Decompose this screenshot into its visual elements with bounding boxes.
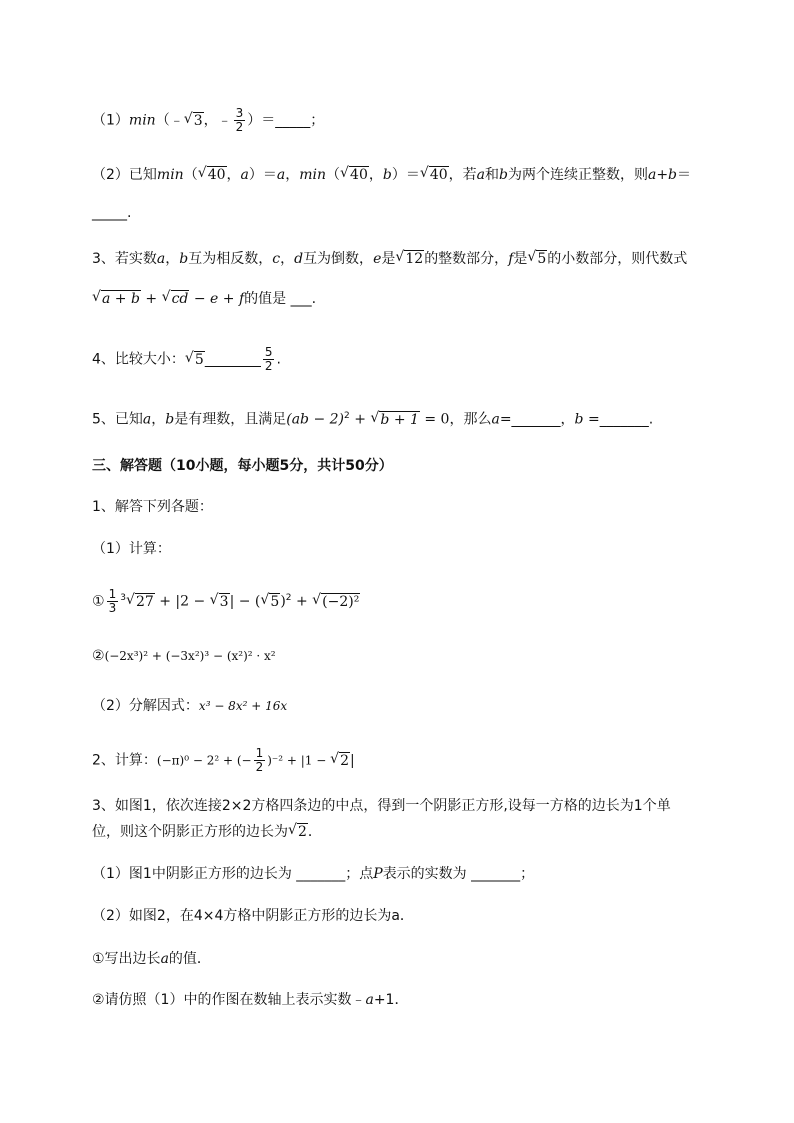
sqrt-5 — [528, 249, 547, 269]
text: ，那么 — [449, 411, 492, 428]
exponent: 2 — [344, 411, 350, 421]
radicand: 2 — [298, 824, 307, 840]
sum-expr: a+b — [647, 167, 678, 183]
s3-c1 — [92, 949, 211, 969]
text: 为两个连续正整数，则 — [507, 167, 648, 183]
q4-line — [92, 346, 281, 373]
sqrt-a-plus-b — [93, 289, 141, 309]
min-function: min — [299, 167, 327, 183]
var-f: f — [508, 251, 514, 267]
var-b: b — [574, 411, 584, 428]
plus: + — [291, 593, 313, 610]
var-a: a — [365, 992, 374, 1008]
q3-line2 — [92, 289, 316, 309]
s1-part1: （1）计算： — [92, 541, 171, 557]
expr: x³ − 8x² + 16x — [198, 699, 288, 713]
fraction-5-2 — [263, 346, 275, 373]
frac-num: 1 — [108, 587, 117, 602]
var-a: a — [276, 167, 286, 183]
text: （2）分解因式： — [92, 698, 199, 714]
text: 互为倒数， — [303, 251, 374, 267]
radicand: a + b — [102, 291, 140, 307]
sqrt-40 — [421, 165, 449, 185]
s3-line1: 3、如图1，依次连接2×2方格四条边的中点，得到一个阴影正方形,设每一方格的边长为1个单 — [92, 798, 671, 814]
text: 互为相反数， — [188, 251, 273, 267]
q3-line1 — [92, 249, 687, 269]
paren-close: ）＝ — [248, 167, 277, 183]
radicand: 3 — [219, 593, 229, 610]
frac-den: 2 — [255, 760, 264, 774]
separator: ，﹣ — [203, 112, 232, 129]
frac-den: 2 — [235, 120, 244, 134]
frac-num: 3 — [235, 106, 244, 120]
root-index: 3 — [120, 593, 126, 603]
radicand: (−2)² — [322, 593, 360, 610]
plus: + — [349, 411, 371, 428]
sqrt-40 — [341, 165, 369, 185]
sqrt-neg2-squared — [313, 592, 360, 612]
text: （1）图1中阴影正方形的边长为 _______；点 — [92, 866, 374, 882]
q2-part1-prefix: （1） — [92, 112, 129, 129]
sqrt-5 — [186, 350, 205, 370]
text: ②请仿照（1）中的作图在数轴上表示实数﹣ — [92, 992, 366, 1008]
q3-prefix: 3、若实数 — [92, 251, 157, 267]
var-a: a — [156, 251, 166, 267]
radicand: 12 — [405, 251, 424, 267]
text: ①写出边长 — [92, 951, 161, 967]
s1-part2 — [92, 696, 287, 716]
text: 是 — [381, 251, 396, 267]
var-p: P — [373, 866, 383, 882]
text: 位，则这个阴影正方形的边长为 — [92, 824, 288, 840]
sqrt-cd — [163, 289, 190, 309]
var-d: d — [294, 251, 304, 267]
fraction-1-2 — [254, 747, 266, 774]
radicand: 5 — [537, 251, 547, 267]
expr: (−π)⁰ − 2² + (− — [156, 753, 252, 768]
paren-close: ）＝ — [391, 167, 420, 183]
radicand: 3 — [193, 112, 203, 129]
text: 的值． — [168, 951, 211, 967]
q2-part2-line — [92, 165, 691, 185]
sqrt-3 — [211, 592, 230, 612]
paren-open: （﹣ — [155, 112, 184, 129]
radicand: 2 — [340, 752, 350, 769]
var-b: b — [165, 411, 175, 428]
var-b: b — [179, 251, 189, 267]
expr: ) — [280, 593, 286, 610]
text: 的值是 ___. — [244, 291, 317, 307]
radicand: cd — [171, 291, 189, 307]
expr: | — [350, 752, 355, 769]
s3-line2 — [92, 822, 322, 842]
s1-title: 1、解答下列各题： — [92, 499, 213, 515]
var-c: c — [272, 251, 281, 267]
section-heading: 三、解答题（10小题，每小题5分，共计50分） — [92, 458, 393, 474]
answer-blank: ________ — [204, 351, 261, 368]
fraction-3-2 — [234, 107, 246, 134]
sqrt-5 — [261, 592, 280, 612]
frac-num: 5 — [264, 345, 273, 359]
expr: (ab − 2) — [286, 411, 345, 428]
var-a: a — [160, 951, 169, 967]
separator: ， — [368, 167, 383, 183]
radicand: 27 — [135, 593, 154, 610]
var-a: a — [491, 411, 500, 428]
s1-expr1 — [92, 588, 360, 615]
plus: + — [140, 291, 162, 307]
q5-prefix: 5、已知 — [92, 411, 143, 428]
text: 的整数部分， — [424, 251, 509, 267]
q2-part2-line2 — [92, 203, 131, 223]
radicand: b + 1 — [380, 411, 419, 428]
circled-number: ① — [92, 593, 105, 610]
radicand: 5 — [270, 593, 280, 610]
comma: ， — [280, 251, 295, 267]
paren-open: （ — [326, 167, 341, 183]
sqrt-12 — [396, 249, 424, 269]
sqrt-b-plus-1 — [371, 410, 420, 430]
circled-number: ② — [92, 648, 105, 664]
answer-blank: _____. — [92, 205, 132, 221]
sqrt-3 — [185, 111, 204, 131]
frac-den: 2 — [264, 359, 273, 373]
text: +1． — [373, 992, 409, 1008]
equals: ＝ — [677, 167, 692, 183]
expr: | − ( — [229, 593, 261, 610]
expr: + |2 − — [154, 593, 210, 610]
answer-blank: _____ — [275, 112, 311, 129]
expr: )⁻² + |1 − — [267, 753, 331, 768]
q2-part2-prefix: （2）已知 — [92, 167, 157, 183]
semicolon: ； — [310, 112, 325, 129]
s1-expr2 — [92, 646, 276, 666]
q2-part1-line — [92, 107, 324, 134]
var-b: b — [382, 167, 392, 183]
text: 表示的实数为 _______； — [382, 866, 535, 882]
comma: ， — [165, 251, 180, 267]
cube-root-27 — [127, 592, 155, 612]
var-a: a — [240, 167, 249, 183]
radicand: 40 — [350, 167, 368, 183]
paren-open: （ — [183, 167, 198, 183]
radicand: 5 — [194, 351, 204, 368]
separator: ， — [226, 167, 241, 183]
comma: ， — [151, 411, 166, 428]
text: 是有理数，且满足 — [174, 411, 287, 428]
var-b: b — [499, 167, 508, 183]
equals-zero: = 0 — [419, 411, 450, 428]
min-function: min — [156, 167, 184, 183]
fraction-1-3 — [107, 588, 119, 615]
q4-prefix: 4、比较大小： — [92, 351, 185, 368]
var-e: e — [373, 251, 382, 267]
s3-q1 — [92, 864, 534, 884]
text: 的小数部分，则代数式 — [547, 251, 688, 267]
expr: (−2x³)² + (−3x²)³ − (x²)² · x² — [104, 649, 276, 663]
radicand: 40 — [207, 167, 226, 183]
radicand: 40 — [429, 167, 448, 183]
s3-q2: （2）如图2，在4×4方格中阴影正方形的边长为a． — [92, 908, 414, 924]
s2-prefix: 2、计算： — [92, 752, 157, 769]
period: . — [276, 351, 281, 368]
sqrt-40 — [199, 165, 227, 185]
expr: − e + f — [189, 291, 245, 307]
paren-close: ）＝ — [247, 112, 276, 129]
exponent: 2 — [285, 593, 292, 603]
comma: ， — [285, 167, 300, 183]
period: ． — [307, 824, 322, 840]
q5-line — [92, 406, 653, 430]
s3-c2 — [92, 990, 408, 1010]
var-a: a — [476, 167, 486, 183]
sqrt-2 — [289, 822, 308, 842]
s2-line — [92, 747, 355, 774]
frac-den: 3 — [108, 601, 117, 616]
text: 是 — [513, 251, 528, 267]
sqrt-2 — [331, 751, 350, 771]
text: =_______. — [583, 411, 654, 428]
text: =_______， — [499, 411, 575, 428]
var-a: a — [142, 411, 152, 428]
frac-num: 1 — [255, 746, 264, 760]
min-function: min — [128, 112, 156, 129]
text: 和 — [485, 167, 500, 183]
text: ，若 — [448, 167, 477, 183]
